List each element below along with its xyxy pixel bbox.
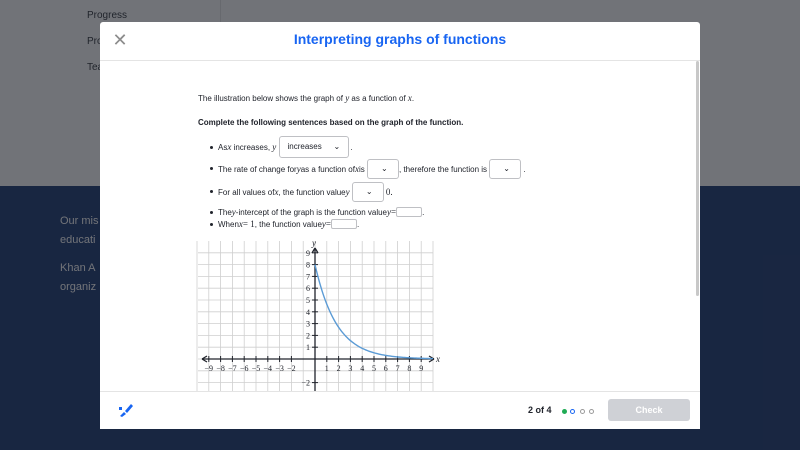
x-tick-label: 6 bbox=[383, 364, 388, 373]
x-axis-label: x bbox=[436, 354, 440, 364]
scrollbar[interactable] bbox=[696, 61, 699, 296]
sentence-5: When x = 1 , the function value y = . bbox=[218, 219, 360, 229]
y-tick-label: −2 bbox=[301, 378, 310, 388]
step-counter: 2 of 4 bbox=[528, 405, 552, 415]
question-content bbox=[100, 61, 696, 391]
progress-dot bbox=[580, 409, 585, 414]
x-tick-label: −7 bbox=[228, 364, 237, 373]
scratchpad-icon[interactable] bbox=[118, 402, 134, 418]
y-tick-label: 6 bbox=[306, 284, 310, 294]
modal-title: Interpreting graphs of functions bbox=[293, 31, 507, 47]
bullet bbox=[210, 146, 213, 149]
sentence-4: The y -intercept of the graph is the function value y = . bbox=[218, 207, 425, 217]
y-tick-label: 2 bbox=[306, 331, 310, 341]
x-tick-label: −2 bbox=[287, 364, 296, 373]
check-button[interactable]: Check bbox=[608, 399, 690, 421]
x-tick-label: 5 bbox=[372, 364, 376, 373]
bullet bbox=[210, 211, 213, 214]
x-tick-label: 3 bbox=[348, 364, 353, 373]
progress-dot-done bbox=[562, 409, 567, 414]
y-intercept-input[interactable] bbox=[396, 207, 422, 217]
x-tick-label: −3 bbox=[275, 364, 284, 373]
exercise-modal bbox=[100, 22, 700, 428]
x-tick-label: −4 bbox=[263, 364, 273, 373]
x-tick-label: 8 bbox=[407, 364, 412, 373]
x-tick-label: 1 bbox=[324, 364, 329, 373]
x-tick-label: −5 bbox=[251, 364, 261, 373]
y-tick-label: 5 bbox=[306, 296, 310, 305]
x-tick-label: −8 bbox=[216, 364, 225, 373]
chevron-down-icon: ⌄ bbox=[381, 164, 388, 173]
function-graph bbox=[198, 238, 448, 414]
comparison-dropdown[interactable] bbox=[352, 182, 384, 202]
y-tick-label: 3 bbox=[306, 319, 310, 329]
progress-dot-current bbox=[570, 409, 575, 414]
function-value-input[interactable] bbox=[331, 219, 357, 229]
chevron-down-icon: ⌄ bbox=[365, 187, 373, 196]
x-tick-label: −6 bbox=[239, 364, 249, 373]
close-icon[interactable]: ✕ bbox=[112, 30, 128, 50]
sentence-2: The rate of change for y as a function of x is ⌄ , therefore the function is ⌄ . bbox=[218, 159, 526, 179]
y-tick-label: 9 bbox=[306, 248, 310, 258]
bullet bbox=[210, 167, 213, 170]
x-tick-label: 2 bbox=[336, 364, 341, 373]
modal-header bbox=[100, 22, 700, 61]
x-tick-label: 7 bbox=[395, 364, 400, 373]
y-axis-label: y bbox=[312, 238, 316, 248]
sentence-1: As x increases, y increases ⌄ . bbox=[218, 137, 353, 157]
direction-dropdown[interactable]: increases ⌄ bbox=[279, 136, 349, 158]
progress-dot bbox=[589, 409, 594, 414]
chevron-down-icon: ⌄ bbox=[333, 142, 341, 151]
sentence-3: For all values of x , the function value y ⌄ 0. bbox=[218, 182, 393, 202]
chevron-down-icon: ⌄ bbox=[503, 164, 510, 173]
x-tick-label: 4 bbox=[360, 364, 365, 373]
bullet bbox=[210, 223, 213, 226]
rate-dropdown[interactable] bbox=[367, 159, 399, 179]
intro-text: The illustration below shows the graph of y as a function of x. bbox=[198, 93, 415, 103]
x-tick-label: −9 bbox=[204, 364, 214, 373]
instruction-text: Complete the following sentences based on the graph of the function. bbox=[198, 118, 464, 127]
y-tick-label: 8 bbox=[306, 260, 310, 270]
x-tick-label: 9 bbox=[419, 364, 424, 373]
y-tick-label: 7 bbox=[306, 272, 310, 282]
y-tick-label: 1 bbox=[306, 343, 310, 353]
function-type-dropdown[interactable] bbox=[489, 159, 521, 179]
bullet bbox=[210, 190, 213, 193]
modal-footer bbox=[100, 391, 700, 429]
y-tick-label: 4 bbox=[306, 307, 310, 317]
